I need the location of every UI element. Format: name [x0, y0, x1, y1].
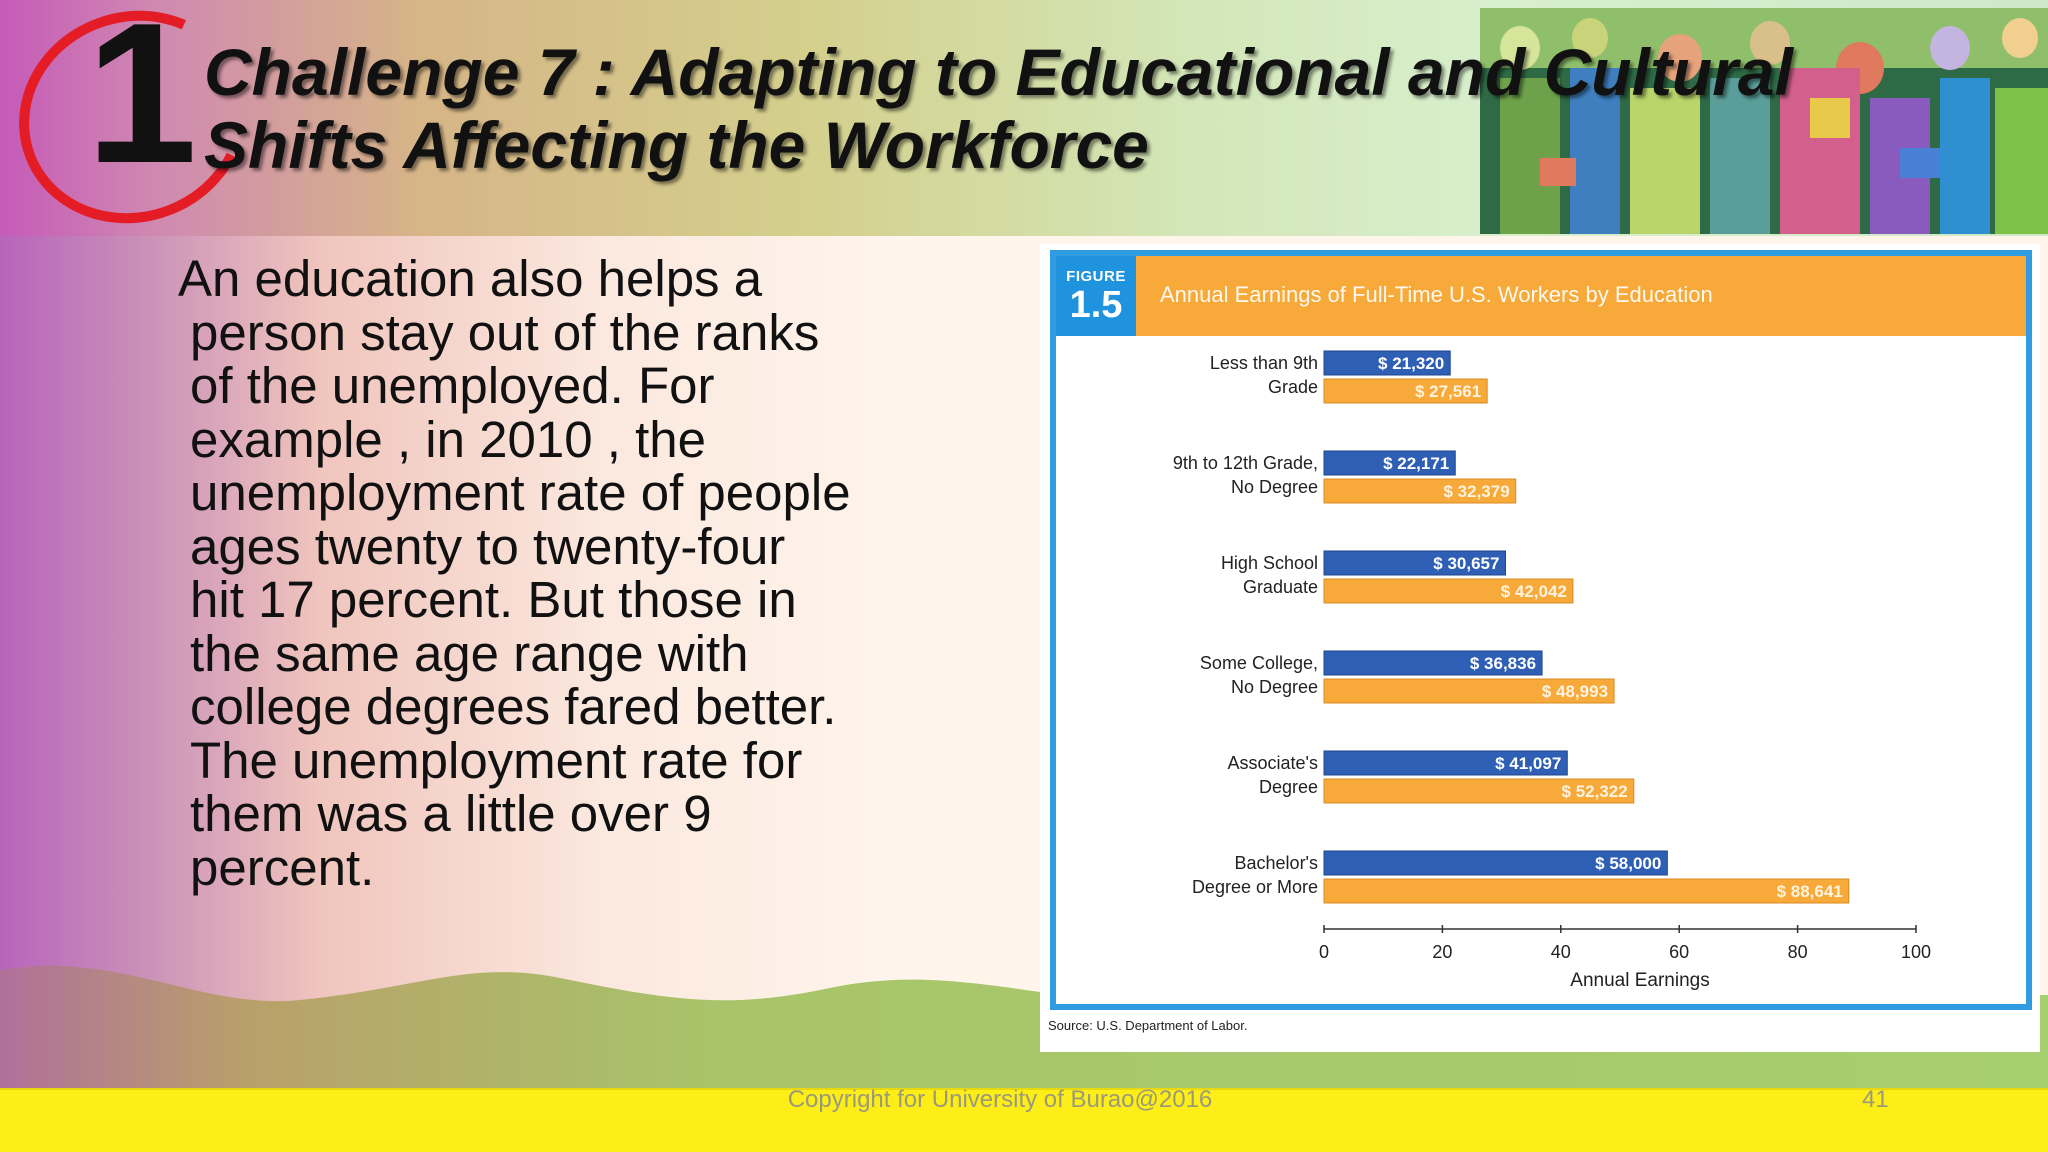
body-line: An education also helps a — [178, 250, 763, 307]
x-tick-label: 20 — [1432, 942, 1453, 962]
chart-title: Annual Earnings of Full-Time U.S. Workers by Education — [1160, 282, 1713, 307]
bar-value-label: $ 36,836 — [1469, 654, 1537, 673]
bar-value-label: $ 58,000 — [1595, 854, 1662, 873]
bar-value-label: $ 32,379 — [1443, 482, 1510, 501]
footer-copyright-text: Copyright for University of Burao@2016 — [787, 1086, 1213, 1113]
slide-number: 1 — [86, 0, 192, 205]
body-line: person stay out of the ranks — [190, 303, 820, 361]
category-label: Graduate — [1242, 577, 1318, 597]
title-line-1: Challenge 7 : Adapting to Educational and Cultural — [204, 35, 1793, 109]
bar — [1324, 879, 1849, 903]
category-label: High School — [1220, 553, 1318, 573]
x-tick-label: 40 — [1550, 942, 1571, 962]
category-label: Some College, — [1199, 653, 1318, 673]
footer-copyright — [0, 1086, 2048, 1114]
body-line: The unemployment rate for — [190, 731, 803, 789]
bar-value-label: $ 41,097 — [1495, 754, 1562, 773]
bar-value-label: $ 21,320 — [1378, 354, 1445, 373]
page-number: 41 — [1862, 1086, 1889, 1113]
category-label: 9th to 12th Grade, — [1172, 453, 1318, 473]
category-label: No Degree — [1230, 477, 1318, 497]
bar-value-label: $ 27,561 — [1414, 382, 1482, 401]
body-line: unemployment rate of people — [190, 464, 851, 521]
body-line: the same age range with — [190, 624, 749, 682]
body-line: percent. — [190, 838, 375, 896]
title-line-2: Shifts Affecting the Workforce — [204, 108, 1149, 182]
body-line: of the unemployed. For — [190, 357, 715, 414]
category-label: Associate's — [1227, 753, 1318, 773]
x-axis-label: Annual Earnings — [1570, 970, 1710, 991]
figure-frame — [1050, 250, 2032, 1010]
earnings-bar-chart — [1056, 256, 2026, 1004]
category-label: Degree — [1258, 777, 1318, 797]
x-tick-label: 80 — [1787, 942, 1808, 962]
x-tick-label: 0 — [1318, 942, 1330, 962]
figure-number: 1.5 — [1069, 284, 1123, 326]
bar-value-label: $ 48,993 — [1541, 682, 1609, 701]
category-label: Degree or More — [1191, 877, 1318, 897]
figure-card — [1040, 244, 2040, 1052]
category-label: Bachelor's — [1234, 853, 1318, 873]
category-label: No Degree — [1230, 677, 1318, 697]
body-line: college degrees fared better. — [190, 678, 837, 735]
category-label: Less than 9th — [1209, 353, 1318, 373]
body-paragraph — [178, 252, 938, 894]
x-tick-label: 100 — [1900, 942, 1932, 962]
figure-label: FIGURE — [1066, 268, 1126, 285]
bar-value-label: $ 42,042 — [1500, 582, 1567, 601]
body-line: ages twenty to twenty-four — [190, 517, 786, 575]
bar-value-label: $ 52,322 — [1561, 782, 1628, 801]
slide-title — [204, 36, 1844, 182]
figure-source: Source: U.S. Department of Labor. — [1048, 1018, 1248, 1033]
body-line: example , in 2010 , the — [190, 410, 707, 468]
x-tick-label: 60 — [1669, 942, 1690, 962]
bar-value-label: $ 88,641 — [1776, 882, 1843, 901]
body-line: hit 17 percent. But those in — [190, 571, 797, 628]
body-line: them was a little over 9 — [190, 785, 712, 842]
bar-value-label: $ 30,657 — [1433, 554, 1500, 573]
category-label: Grade — [1267, 377, 1318, 397]
bar-value-label: $ 22,171 — [1383, 454, 1450, 473]
